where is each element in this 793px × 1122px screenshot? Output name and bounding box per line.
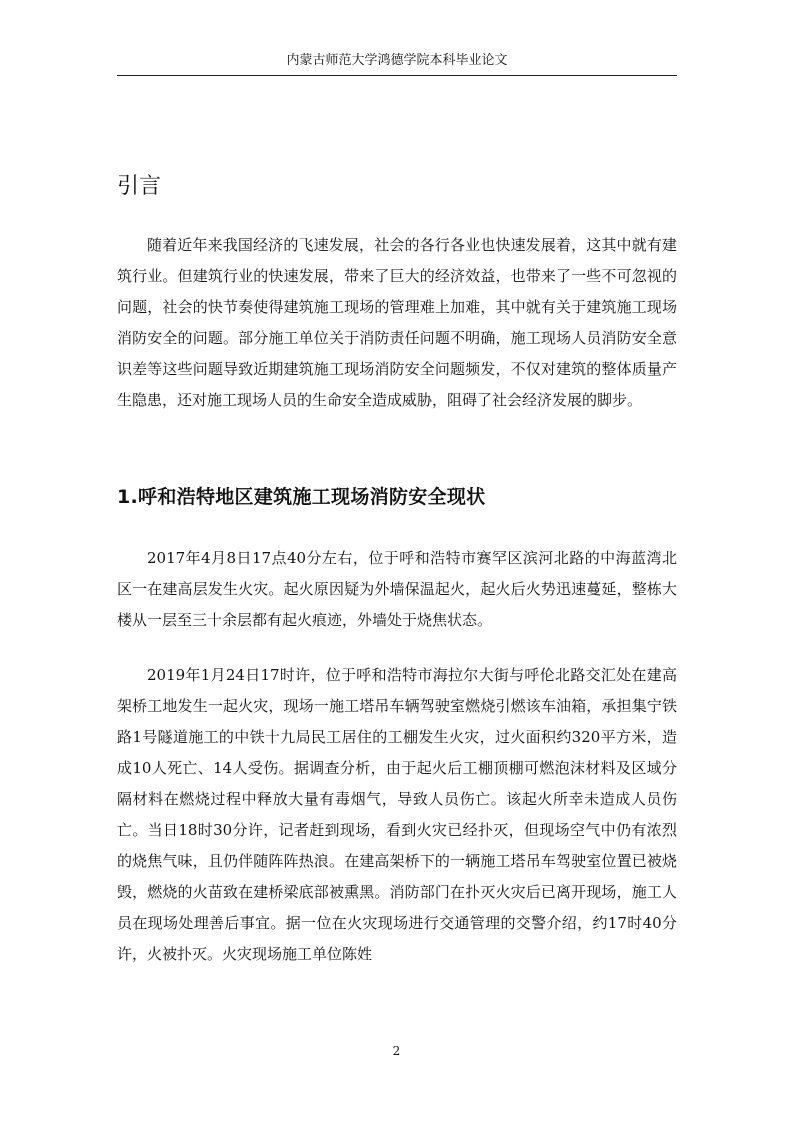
intro-paragraph: 随着近年来我国经济的飞速发展，社会的各行各业也快速发展着，这其中就有建筑行业。但建筑行业的快速发展，带来了巨大的经济效益，也带来了一些不可忽视的问题，社会的快节奏使得建筑施工现场的管理难上加难，其中就有关于建筑施工现场消防安全的问题。部分施工单位关于消防责任问题不明确，施工现场人员消防安全意识差等这些问题导致近期建筑施工现场消防安全问题频发，不仅对建筑的整体质量产生隐患，还对施工现场人员的生命安全造成威胁，阻碍了社会经济发展的脚步。: [117, 236, 677, 409]
intro-heading: 引言: [117, 174, 162, 199]
section-1-heading: 1.呼和浩特地区建筑施工现场消防安全现状: [117, 486, 486, 508]
running-header: 内蒙古师范大学鸿德学院本科毕业论文: [286, 53, 508, 68]
page-number: 2: [392, 1044, 401, 1058]
header-divider: [117, 75, 677, 76]
section-1-paragraph-1: 2017年4月8日17点40分左右，位于呼和浩特市赛罕区滨河北路的中海蓝湾北区一在建高层发生火灾。起火原因疑为外墙保温起火，起火后火势迅速蔓延，整栋大楼从一层至三十余层都有起火痕迹，外墙处于烧焦状态。: [117, 549, 677, 629]
section-1-paragraph-2: 2019年1月24日17时许，位于呼和浩特市海拉尔大街与呼伦北路交汇处在建高架桥工地发生一起火灾，现场一施工塔吊车辆驾驶室燃烧引燃该车油箱，承担集宁铁路1号隧道施工的中铁十九局民工居住的工棚发生火灾，过火面积约320平方米，造成10人死亡、14人受伤。据调查分析，由于起火后工棚顶棚可燃泡沫材料及区域分隔材料在燃烧过程中释放大量有毒烟气，导致人员伤亡。该起火所幸未造成人员伤亡。当日18时30分许，记者赶到现场，看到火灾已经扑灭，但现场空气中仍有浓烈的烧焦气味，且仍伴随阵阵热浪。在建高架桥下的一辆施工塔吊车驾驶室位置已被烧毁，燃烧的火苗致在建桥梁底部被熏黑。消防部门在扑灭火灾后已离开现场，施工人员在现场处理善后事宜。据一位在火灾现场进行交通管理的交警介绍，约17时40分许，火被扑灭。火灾现场施工单位陈姓: [117, 666, 677, 963]
